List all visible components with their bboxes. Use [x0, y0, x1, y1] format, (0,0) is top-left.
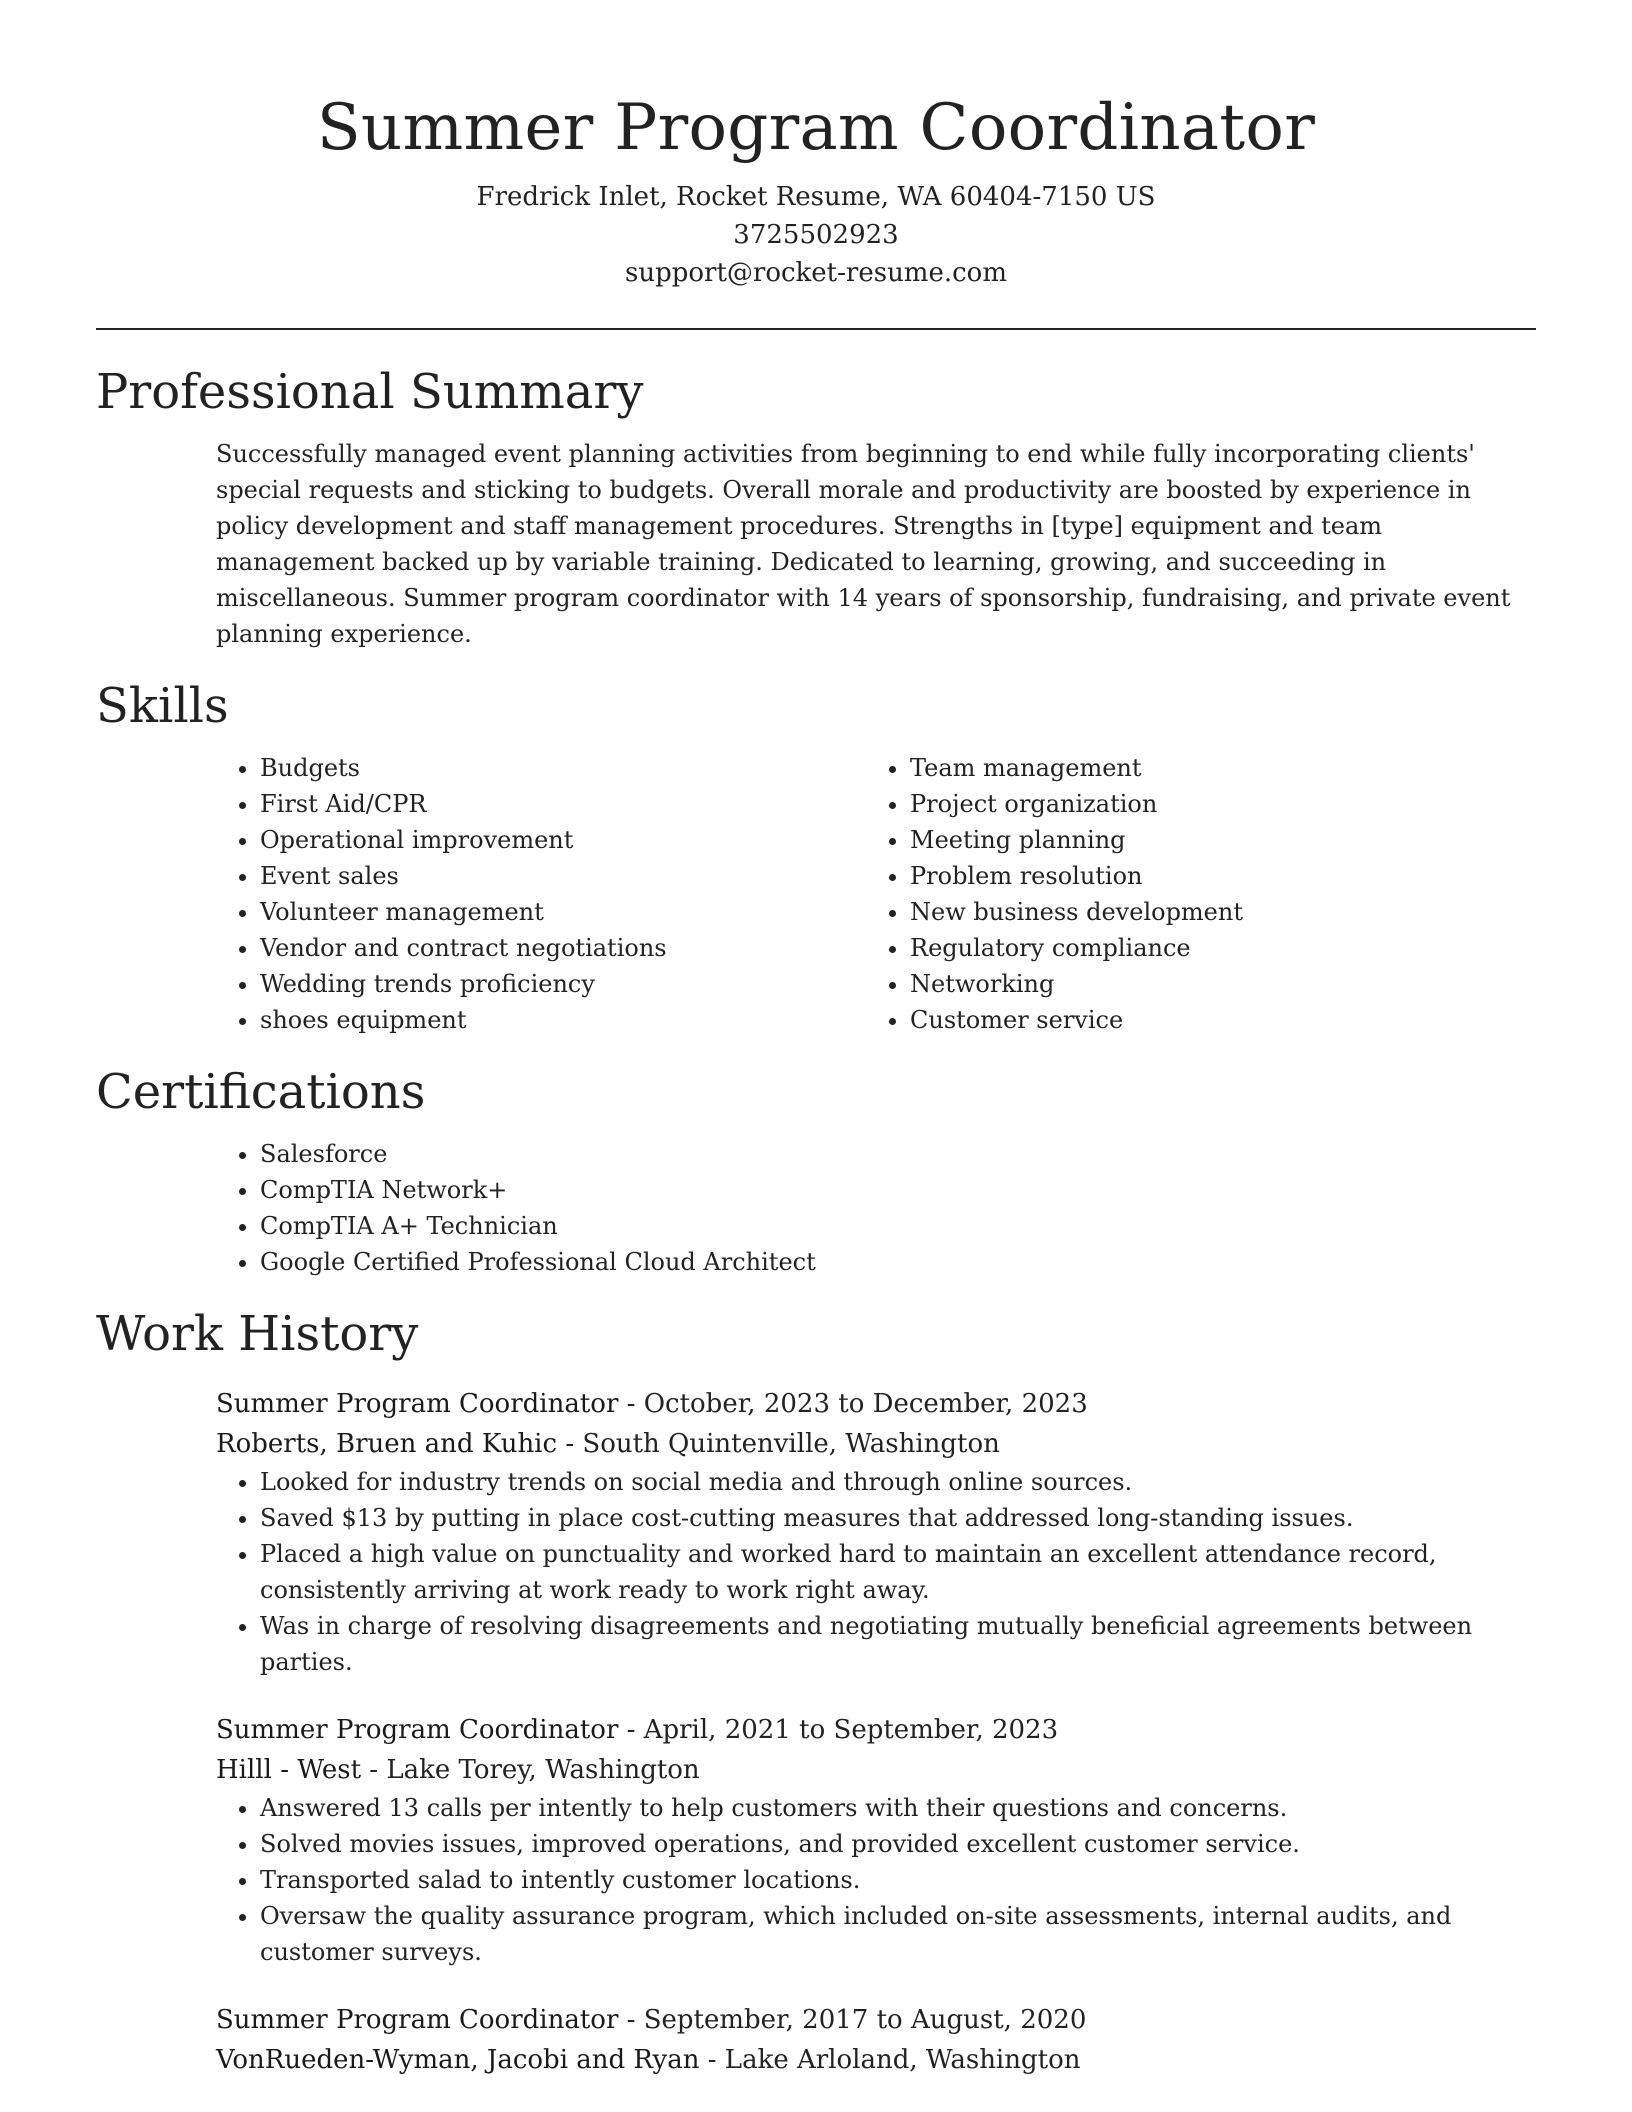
job-duty-item: • Looked for industry trends on social media and through online sources.	[260, 1464, 1536, 1500]
job-location: - Lake Arloland, Washington	[699, 2045, 1081, 2075]
skill-item: • First Aid/CPR	[260, 786, 866, 822]
job-duties	[216, 1790, 1536, 1970]
resume-header	[96, 0, 1536, 292]
skill-item: • Vendor and contract negotiations	[260, 930, 866, 966]
job-duty-item: • Transported salad to intently customer locations.	[260, 1862, 1536, 1898]
job-title: Summer Program Coordinator	[216, 1389, 619, 1419]
job-duty-item: • Answered 13 calls per intently to help customers with their questions and concerns.	[260, 1790, 1536, 1826]
skill-item: • Wedding trends proficiency	[260, 966, 866, 1002]
contact-phone: 3725502923	[733, 220, 899, 250]
skill-item: • Customer service	[910, 1002, 1516, 1038]
job-entry	[216, 2000, 1536, 2080]
work-history-heading: Work History	[96, 1306, 419, 1362]
job-entry	[216, 1710, 1536, 1970]
certifications-list	[216, 1136, 1536, 1280]
skill-item: • shoes equipment	[260, 1002, 866, 1038]
skill-item: • Team management	[910, 750, 1516, 786]
certifications-section	[96, 1062, 1536, 1280]
job-duties	[216, 1464, 1536, 1680]
job-title-line	[216, 1710, 1536, 1750]
job-company-line	[216, 2040, 1536, 2080]
job-title: Summer Program Coordinator	[216, 1715, 619, 1745]
skill-item: • Problem resolution	[910, 858, 1516, 894]
job-dates: - September, 2017 to August, 2020	[618, 2005, 1087, 2035]
job-location: - South Quintenville, Washington	[557, 1429, 1000, 1459]
contact-info	[96, 178, 1536, 292]
job-duty-item: • Placed a high value on punctuality and worked hard to maintain an excellent attendance record, consistently arriving at work ready to work right away.	[260, 1536, 1536, 1608]
skill-item: • Networking	[910, 966, 1516, 1002]
job-location: - Lake Torey, Washington	[361, 1755, 700, 1785]
certification-item: • CompTIA A+ Technician	[260, 1208, 1536, 1244]
skill-item: • New business development	[910, 894, 1516, 930]
certification-item: • Google Certified Professional Cloud Architect	[260, 1244, 1536, 1280]
skill-item: • Meeting planning	[910, 822, 1516, 858]
job-title-line	[216, 2000, 1536, 2040]
skills-grid	[216, 750, 1536, 1038]
skills-section	[96, 676, 1536, 1038]
summary-section	[96, 362, 1536, 652]
job-duty-item: • Was in charge of resolving disagreements and negotiating mutually beneficial agreements between parties.	[260, 1608, 1536, 1680]
skills-heading: Skills	[96, 678, 229, 734]
resume-page	[96, 0, 1536, 2080]
job-duty-item: • Solved movies issues, improved operations, and provided excellent customer service.	[260, 1826, 1536, 1862]
summary-text: Successfully managed event planning activities from beginning to end while fully incorporating clients' special requests and sticking to budgets. Overall morale and productivity are boosted by experience in policy development and staff management procedures. Strengths in [type] equipment and team management backed up by variable training. Dedicated to learning, growing, and succeeding in miscellaneous. Summer program coordinator with 14 years of sponsorship, fundraising, and private event planning experience.	[216, 440, 1511, 648]
job-company-line	[216, 1750, 1536, 1790]
skill-item: • Budgets	[260, 750, 866, 786]
certification-item: • CompTIA Network+	[260, 1172, 1536, 1208]
skill-item: • Regulatory compliance	[910, 930, 1516, 966]
skill-item: • Event sales	[260, 858, 866, 894]
job-title: Summer Program Coordinator	[216, 2005, 619, 2035]
certifications-heading: Certifications	[96, 1064, 426, 1120]
skill-item: • Operational improvement	[260, 822, 866, 858]
skills-column-right	[866, 750, 1516, 1038]
skill-item: • Project organization	[910, 786, 1516, 822]
job-duty-item: • Saved $13 by putting in place cost-cutting measures that addressed long-standing issues.	[260, 1500, 1536, 1536]
contact-address: Fredrick Inlet, Rocket Resume, WA 60404-7150 US	[476, 182, 1156, 212]
job-dates: - October, 2023 to December, 2023	[618, 1389, 1088, 1419]
job-company: VonRueden-Wyman, Jacobi and Ryan	[216, 2045, 700, 2075]
header-divider	[96, 328, 1536, 330]
job-company: Hilll - West	[216, 1755, 362, 1785]
summary-heading: Professional Summary	[96, 364, 644, 420]
job-company-line	[216, 1424, 1536, 1464]
skill-item: • Volunteer management	[260, 894, 866, 930]
job-title-line	[216, 1384, 1536, 1424]
job-dates: - April, 2021 to September, 2023	[618, 1715, 1059, 1745]
skills-column-left	[216, 750, 866, 1038]
job-duty-item: • Oversaw the quality assurance program, which included on-site assessments, internal audits, and customer surveys.	[260, 1898, 1536, 1970]
certification-item: • Salesforce	[260, 1136, 1536, 1172]
contact-email: support@rocket-resume.com	[624, 258, 1007, 288]
job-company: Roberts, Bruen and Kuhic	[216, 1429, 558, 1459]
job-entry	[216, 1384, 1536, 1680]
work-history-section	[96, 1304, 1536, 2080]
candidate-name: Summer Program Coordinator	[316, 91, 1316, 165]
